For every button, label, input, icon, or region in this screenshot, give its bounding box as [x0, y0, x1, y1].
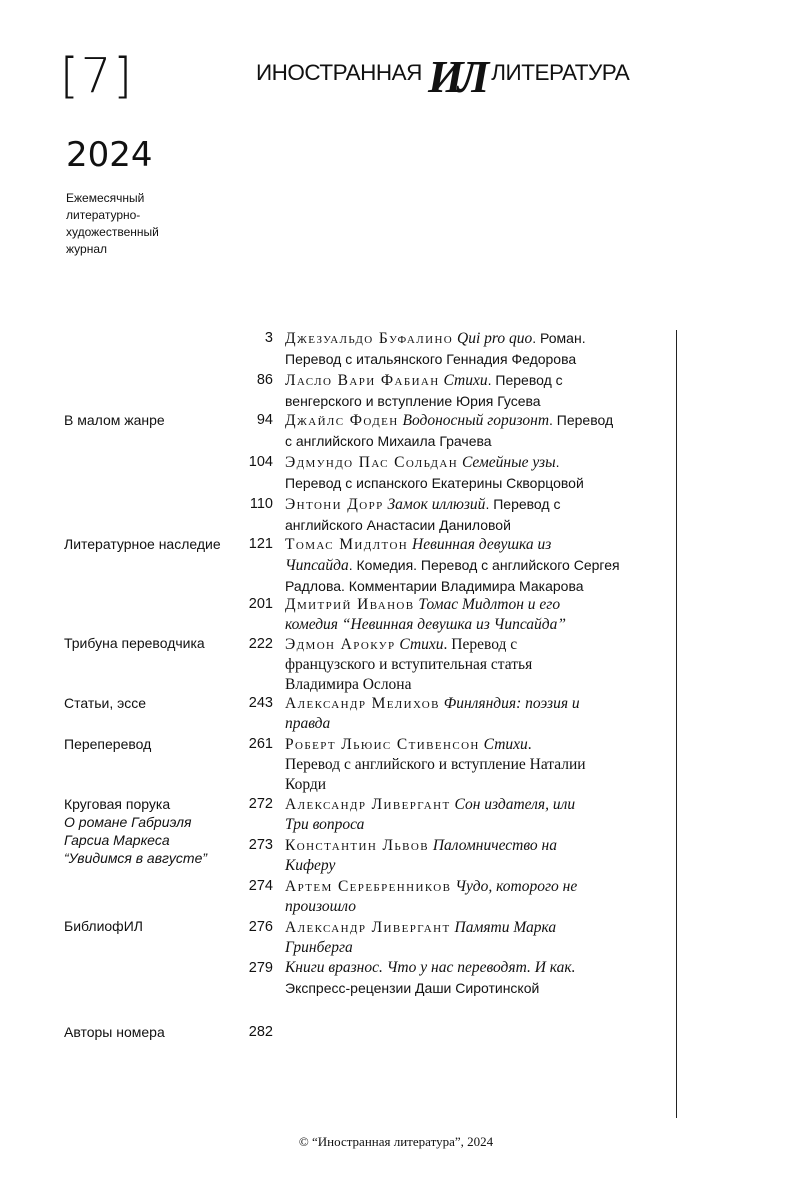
section-sub-line: Гарсиа Маркеса [64, 832, 170, 848]
entry-text: . Перевод с [485, 496, 561, 512]
toc-entry [285, 958, 670, 998]
page-number: 201 [248, 596, 273, 612]
toc-entry [285, 634, 670, 695]
section-label-articles-essays: Статьи, эссе [64, 695, 147, 711]
il-logo: ИЛ [427, 51, 484, 102]
section-label-retranslation: Переперевод [64, 736, 152, 752]
toc-entry [285, 693, 670, 734]
entry-title: правда [285, 715, 331, 732]
entry-title: Гринберга [285, 939, 353, 956]
page-number: 86 [256, 372, 273, 388]
entry-title: комедия “Невинная девушка из Чипсайда” [285, 616, 567, 633]
entry-title: Чудо, которого не [455, 878, 578, 895]
page-number: 274 [248, 878, 273, 894]
toc-entry [285, 534, 670, 596]
entry-title: Финляндия: поэзия и [443, 695, 580, 712]
entry-text: французского и вступительная статья [285, 656, 533, 673]
toc-entry [285, 452, 670, 493]
entry-title: Томас Мидлтон и его [418, 596, 561, 613]
entry-author: Ласло Вари Фабиан [285, 372, 440, 389]
subtitle-line: журнал [66, 242, 108, 256]
vertical-rule [676, 330, 677, 1118]
toc-entry [285, 835, 670, 876]
entry-text: Владимира Ослона [285, 676, 412, 693]
entry-text: . Перевод с [443, 636, 518, 653]
page-number: 273 [248, 837, 273, 853]
entry-author: Джайлс Фоден [285, 412, 399, 429]
entry-title: Водоносный горизонт [402, 412, 550, 429]
subtitle-line: литературно- [66, 208, 141, 222]
page-number: 243 [248, 695, 273, 711]
entry-author: Эдмундо Пас Сольдан [285, 454, 459, 471]
page-number: 110 [249, 496, 273, 512]
entry-text: . [527, 736, 532, 753]
journal-subtitle [66, 190, 196, 258]
entry-title: Стихи [443, 372, 488, 389]
issue-number: [7] [60, 48, 134, 104]
page-number: 3 [264, 330, 273, 346]
entry-author: Артем Серебренников [285, 878, 452, 895]
entry-title: Qui pro quo [457, 330, 533, 347]
entry-author: Роберт Льюис Стивенсон [285, 736, 480, 753]
entry-title: Три вопроса [285, 816, 365, 833]
section-label-translator-tribune: Трибуна переводчика [64, 635, 205, 651]
toc-entry [285, 594, 670, 635]
entry-text: . [555, 454, 560, 470]
section-label-bibliofil: БиблиофИЛ [64, 918, 143, 934]
page-number: 272 [248, 796, 273, 812]
toc-entry [285, 370, 670, 411]
masthead [256, 50, 630, 102]
copyright-footer: © “Иностранная литература”, 2024 [298, 1134, 494, 1149]
toc-entry [285, 328, 670, 369]
entry-text: Экспресс-рецензии Даши Сиротинской [285, 980, 540, 996]
entry-title: Стихи [399, 636, 444, 653]
toc-entry [285, 794, 670, 835]
entry-text: венгерского и вступление Юрия Гусева [285, 393, 541, 409]
section-label-small-genre: В малом жанре [64, 412, 165, 428]
page-number: 279 [248, 960, 273, 976]
masthead-left-word: ИНОСТРАННАЯ [256, 60, 422, 85]
page-number: 222 [248, 636, 273, 652]
page-number: 104 [248, 454, 273, 470]
entry-author: Александр Мелихов [285, 695, 440, 712]
toc-entry [285, 876, 670, 917]
entry-author: Томас Мидлтон [285, 536, 409, 553]
page-number: 261 [248, 736, 273, 752]
entry-text: . Перевод с [487, 372, 563, 388]
entry-text: английского Анастасии Даниловой [285, 517, 511, 533]
page-number: 121 [248, 536, 273, 552]
entry-text: с английского Михаила Грачева [285, 433, 492, 449]
entry-title: Сон издателя, или [454, 796, 576, 813]
section-label-krugovaya-poruka: Круговая порука [64, 796, 171, 812]
entry-text: Радлова. Комментарии Владимира Макарова [285, 578, 584, 594]
entry-title: Киферу [285, 857, 336, 874]
toc-entry [285, 917, 670, 958]
entry-text: Корди [285, 776, 327, 793]
entry-title: Чипсайда [285, 557, 349, 574]
entry-text: Перевод с английского и вступление Наталии [285, 756, 586, 773]
toc-entry [285, 494, 670, 535]
entry-title: Книги вразнос. Что у нас переводят. И как. [285, 959, 576, 976]
entry-title: Паломничество на [432, 837, 557, 854]
page-number: 276 [248, 919, 273, 935]
entry-title: Памяти Марка [454, 919, 557, 936]
entry-title: Семейные узы [461, 454, 556, 471]
entry-title: Невинная девушка из [412, 536, 552, 553]
entry-text: . Перевод [549, 412, 614, 428]
entry-text: . Комедия. Перевод с английского Сергея [348, 557, 620, 573]
entry-title: Стихи [483, 736, 528, 753]
page-number: 94 [256, 412, 273, 428]
subtitle-line: художественный [66, 225, 159, 239]
section-label-authors: Авторы номера [64, 1024, 165, 1040]
section-sub-line: “Увидимся в августе” [64, 850, 208, 866]
entry-author: Джезуальдо Буфалино [285, 330, 454, 347]
entry-text: . Роман. [532, 330, 586, 346]
entry-author: Александр Ливергант [285, 919, 451, 936]
entry-text: Перевод с испанского Екатерины Скворцовой [285, 475, 584, 491]
entry-author: Константин Львов [285, 837, 429, 854]
toc-entry [285, 734, 670, 795]
entry-author: Александр Ливергант [285, 796, 451, 813]
entry-author: Дмитрий Иванов [285, 596, 415, 613]
entry-text: Перевод с итальянского Геннадия Федорова [285, 351, 577, 367]
section-label-literary-heritage: Литературное наследие [64, 536, 221, 552]
entry-author: Энтони Дорр [285, 496, 384, 513]
entry-author: Эдмон Арокур [285, 636, 396, 653]
toc-entry [285, 410, 670, 451]
section-sub-line: О романе Габриэля [64, 814, 192, 830]
page-number: 282 [248, 1024, 273, 1040]
entry-title: Замок иллюзий [387, 496, 486, 513]
subtitle-line: Ежемесячный [66, 191, 145, 205]
issue-year: 2024 [66, 135, 153, 175]
masthead-right-word: ЛИТЕРАТУРА [491, 60, 630, 85]
entry-title: произошло [285, 898, 356, 915]
